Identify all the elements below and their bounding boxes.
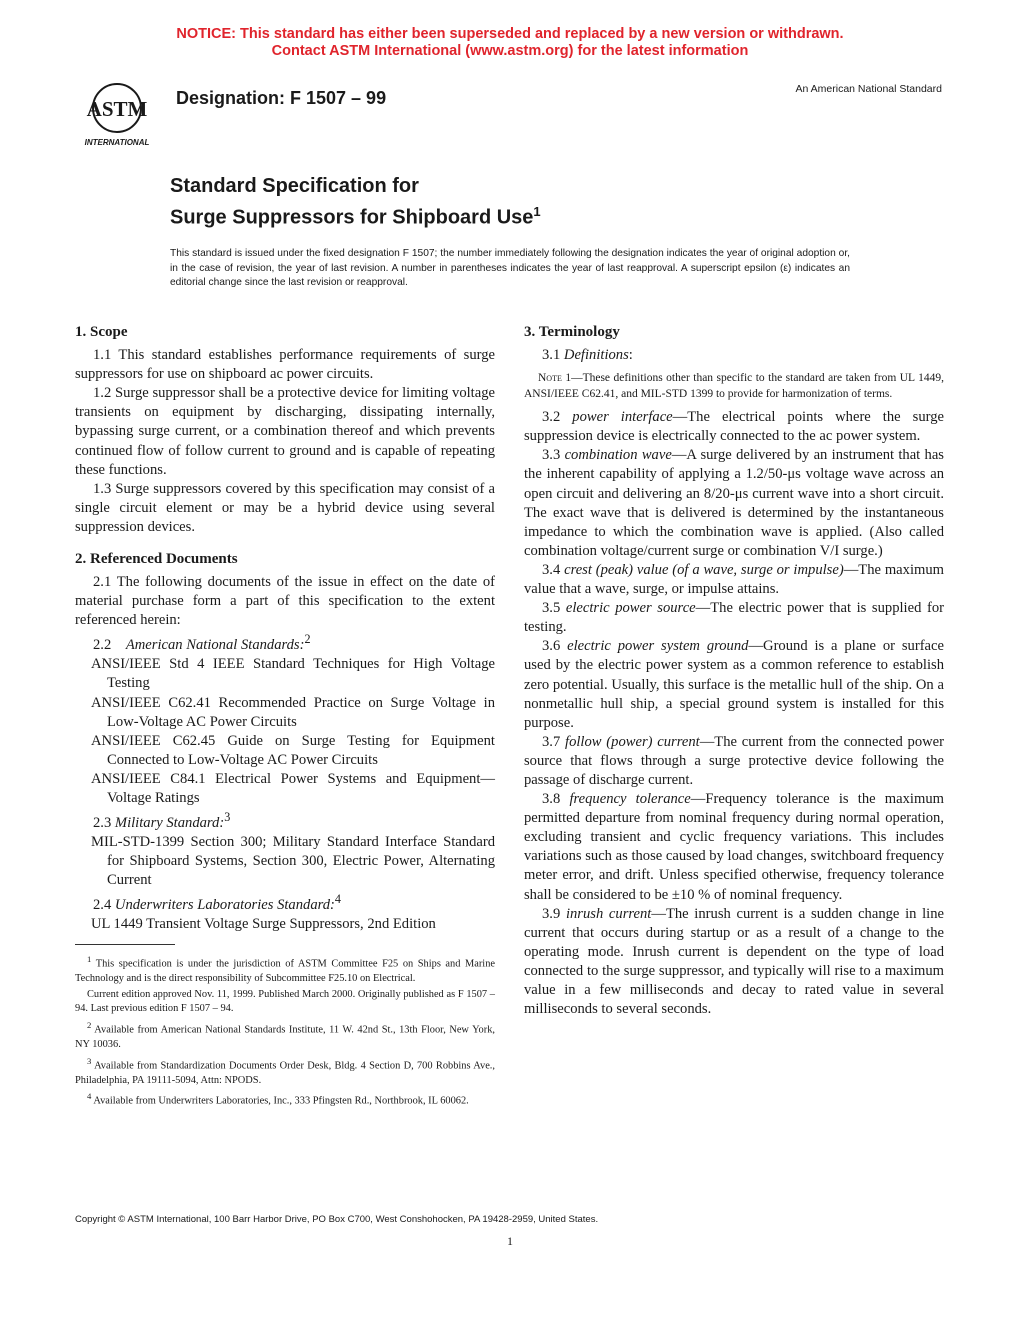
notice-line-2: Contact ASTM International (www.astm.org) for the latest information <box>271 43 749 59</box>
intro-paragraph: This standard is issued under the fixed designation F 1507; the number immediately following the designation indicates the year of original adoption or, in the case of revision, the year of last revision. A number in parentheses indicates the year of last reapproval. A superscript epsilon (ε) indicates an editorial change since the last revision or reapproval. <box>170 248 850 288</box>
footnote-2: $^2$ Available from American National Standards Institute, 11 W. 42nd St., 13th Floor, New York, NY 10036. <box>75 1019 495 1050</box>
logo-text: ASTM <box>86 97 148 121</box>
definition-3-8: 3.8 frequency tolerance—Frequency tolerance is the maximum permitted departure from nominal frequency during normal operation, excluding transient and cyclic frequency variations. This includes variations such as those caused by load changes, switchboard frequency meter error, and drift. Unless specified otherwise, frequency tolerance shall be considered to be ±10 % of nominal frequency. <box>524 791 944 903</box>
ref-ansi-ieee-c62-45: ANSI/IEEE C62.45 Guide on Surge Testing for Equipment Connected to Low-Voltage AC Power Circuits <box>91 732 495 768</box>
page-number: 1 <box>507 1234 513 1248</box>
footnotes <box>75 952 495 1110</box>
section-heading-scope: 1. Scope <box>75 324 128 340</box>
refdocs-2-4-heading: 2.4 Underwriters Laboratories Standard:$^4$ <box>93 892 341 914</box>
title-footnote-ref: 1 <box>533 204 541 219</box>
definition-3-3: 3.3 combination wave—A surge delivered by an instrument that has the inherent capability of applying a 1.2/50-μs voltage wave across an open circuit and delivering an 8/20-μs current wave into a short circuit. The exact wave that is delivered is determined by the instantaneous impedance to which the combination wave is applied. (Also called combination voltage/current surge or combination V/I surge.) <box>524 447 944 559</box>
definition-3-2: 3.2 power interface—The electrical points where the surge suppression device is electrically connected to the ac power system. <box>524 409 944 445</box>
right-column <box>524 323 944 1019</box>
american-national-standard-label: An American National Standard <box>795 83 942 95</box>
footnote-divider <box>75 944 175 945</box>
definition-3-9: 3.9 inrush current—The inrush current is a sudden change in line current that occurs during startup or as a result of a change to the operating mode. Inrush current is dependent on the type of load connected to the surge suppressor, and typically will rise to a maximum value in a few milliseconds and decay to rated value in several milliseconds to several seconds. <box>524 905 944 1018</box>
definition-3-4: 3.4 crest (peak) value (of a wave, surge or impulse)—The maximum value that a wave, surge, or impulse attains. <box>524 561 944 598</box>
title-line-2: Surge Suppressors for Shipboard Use <box>170 206 534 229</box>
document-title <box>170 174 541 231</box>
footnote-3: $^3$ Available from Standardization Documents Order Desk, Bldg. 4 Section D, 700 Robbins Ave., Philadelphia, PA 19111-5094, Attn: NPODS. <box>75 1055 495 1086</box>
ref-ul-1449: UL 1449 Transient Voltage Surge Suppressors, 2nd Edition <box>91 916 436 933</box>
designation: Designation: F 1507 – 99 <box>176 88 387 108</box>
astm-logo <box>72 78 162 148</box>
section-heading-terminology: 3. Terminology <box>524 324 620 340</box>
scope-1-2: 1.2 Surge suppressor shall be a protective device for limiting voltage transients on equipment by discharging, dissipating internally, bypassing surge current, or a combination thereof and which prevents continued flow of follow current to ground and is capable of repeating these functions. <box>75 385 495 478</box>
definition-3-5: 3.5 electric power source—The electric power that is supplied for testing. <box>524 600 944 636</box>
withdrawal-notice <box>0 26 1020 60</box>
ref-ansi-ieee-c62-41: ANSI/IEEE C62.41 Recommended Practice on Surge Voltage in Low-Voltage AC Power Circuits <box>91 694 495 730</box>
definition-3-6: 3.6 electric power system ground—Ground is a plane or surface used by the electric power system as a common reference to establish zero potential. Usually, this surface is the metallic hull of the ship. On a nonmetallic hull ship, a special ground system is installed for this purpose. <box>524 638 944 731</box>
scope-1-1: 1.1 This standard establishes performance requirements of surge suppressors for use on shipboard ac power circuits. <box>75 347 495 383</box>
footnote-1: $^1$ This specification is under the jurisdiction of ASTM Committee F25 on Ships and Marine Technology and is the direct responsibility of Subcommittee F25.10 on Electrical. <box>75 954 496 985</box>
footnote-4: $^4$ Available from Underwriters Laboratories, Inc., 333 Pfingsten Rd., Northbrook, IL 60062. <box>87 1091 469 1107</box>
left-column <box>75 323 495 934</box>
definition-3-7: 3.7 follow (power) current—The current from the connected power source that flows through a surge protective device following the passage of discharge current. <box>524 733 944 788</box>
scope-1-3: 1.3 Surge suppressors covered by this specification may consist of a single circuit element or may be a hybrid device using several suppression devices. <box>75 480 495 535</box>
refdocs-2-3-heading: 2.3 Military Standard:$^3$ <box>93 810 231 831</box>
section-heading-referenced-documents: 2. Referenced Documents <box>75 551 238 568</box>
title-line-1: Standard Specification for <box>170 175 419 197</box>
note-1: Note 1—These definitions other than specific to the standard are taken from UL 1449, ANSI/IEEE C62.41, and MIL-STD 1399 to provide for harmonization of terms. <box>524 372 944 400</box>
ref-ansi-ieee-std-4: ANSI/IEEE Std 4 IEEE Standard Techniques for High Voltage Testing <box>91 656 495 692</box>
refdocs-2-2-heading: 2.2 American National Standards:$^2$ <box>93 632 311 654</box>
ref-ansi-ieee-c84-1: ANSI/IEEE C84.1 Electrical Power Systems and Equipment—Voltage Ratings <box>91 770 495 807</box>
logo-subtext: INTERNATIONAL <box>84 138 150 147</box>
refdocs-2-1: 2.1 The following documents of the issue in effect on the date of material purchase form a part of this specification to the extent referenced herein: <box>75 574 495 629</box>
terminology-3-1: 3.1 Definitions: <box>542 347 633 364</box>
footnote-1-edition: Current edition approved Nov. 11, 1999. Published March 2000. Originally published as F 1507 – 94. Last previous edition F 1507 – 94. <box>75 988 495 1015</box>
copyright-notice: Copyright © ASTM International, 100 Barr Harbor Drive, PO Box C700, West Conshohocken, PA 19428-2959, United States. <box>75 1214 599 1225</box>
ref-mil-std-1399: MIL-STD-1399 Section 300; Military Standard Interface Standard for Shipboard Systems, Section 300, Electric Power, Alternating Current <box>91 834 495 889</box>
notice-line-1: NOTICE: This standard has either been superseded and replaced by a new version or withdrawn. <box>176 26 844 42</box>
